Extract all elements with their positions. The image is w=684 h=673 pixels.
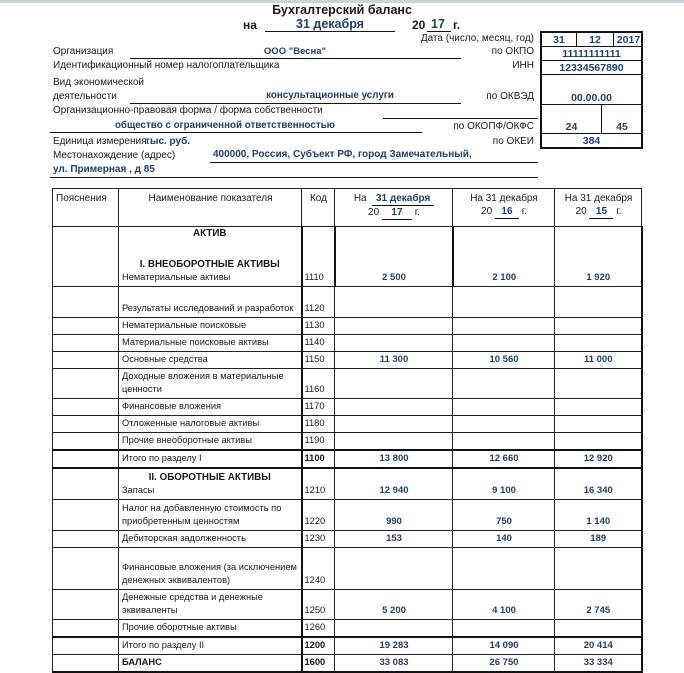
cell-2015[interactable]: 1 140 bbox=[555, 499, 642, 530]
address-label: Местонахождение (адрес) bbox=[53, 150, 176, 161]
cell-2017[interactable]: 12 940 bbox=[335, 468, 453, 499]
address-line-1: 400000, Россия, Субъект РФ, город Замечательный, bbox=[213, 149, 472, 160]
header-2017 bbox=[335, 189, 453, 227]
row-name: Запасы bbox=[122, 484, 155, 495]
row-code: 1140 bbox=[302, 335, 335, 352]
date-year: 2017 bbox=[616, 34, 641, 46]
row-name: Денежные средства и денежные эквиваленты bbox=[119, 589, 302, 619]
row-name: Материальные поисковые активы bbox=[119, 335, 302, 352]
cell-2016[interactable] bbox=[453, 416, 555, 433]
cell-2015[interactable]: 2 745 bbox=[555, 589, 642, 619]
notes-cell bbox=[53, 547, 119, 589]
table-row-total bbox=[53, 450, 642, 468]
cell-2015[interactable]: 12 920 bbox=[555, 450, 642, 468]
activity-label-2: деятельности bbox=[53, 91, 117, 102]
row-name: Результаты исследований и разработок bbox=[119, 287, 302, 318]
table-row-balance bbox=[53, 654, 642, 672]
codes-box bbox=[540, 31, 643, 149]
okopf-value: 24 bbox=[565, 121, 578, 133]
cell-2016[interactable]: 750 bbox=[453, 499, 555, 530]
row-code: 1240 bbox=[302, 547, 335, 589]
row-code: 1150 bbox=[302, 352, 335, 369]
cell-2015[interactable] bbox=[555, 433, 642, 451]
section-1-title: I. ВНЕОБОРОТНЫЕ АКТИВЫ bbox=[139, 259, 280, 270]
cell-2015[interactable] bbox=[555, 369, 642, 399]
date-prefix-label: на bbox=[243, 18, 257, 32]
legal-form-underline-right bbox=[383, 118, 538, 119]
notes-cell bbox=[53, 416, 119, 433]
notes-cell bbox=[53, 369, 119, 399]
cell-2016[interactable] bbox=[453, 433, 555, 451]
okpo-value: 11111111111 bbox=[562, 48, 621, 60]
notes-cell bbox=[53, 654, 119, 672]
cell-2015[interactable] bbox=[555, 287, 642, 318]
header-2017-year-prefix: 20 bbox=[368, 207, 380, 218]
cell-2017[interactable] bbox=[335, 433, 453, 451]
header-2016 bbox=[453, 189, 555, 227]
cell-2016[interactable]: 2 100 bbox=[453, 227, 555, 287]
header-2017-date: 31 декабря bbox=[372, 192, 434, 206]
section-2-title: II. ОБОРОТНЫЕ АКТИВЫ bbox=[148, 471, 271, 483]
cell-2016[interactable] bbox=[453, 287, 555, 318]
header-2017-suffix: г. bbox=[414, 207, 420, 218]
row-code: 1260 bbox=[302, 619, 335, 637]
year-prefix: 20 bbox=[412, 18, 426, 32]
cell-2017[interactable] bbox=[335, 399, 453, 416]
org-underline bbox=[130, 58, 461, 59]
header-2016-label: На 31 декабря bbox=[470, 193, 538, 204]
row-name: Финансовые вложения (за исключением денежных эквивалентов) bbox=[119, 547, 302, 589]
activity-label-1: Вид экономической bbox=[53, 77, 144, 88]
table-row bbox=[53, 619, 642, 637]
table-row bbox=[53, 468, 642, 499]
cell-2016[interactable]: 14 090 bbox=[453, 637, 555, 655]
document-title: Бухгалтерский баланс bbox=[272, 3, 412, 17]
cell-2017[interactable] bbox=[335, 416, 453, 433]
table-row bbox=[53, 287, 642, 318]
cell-2017[interactable] bbox=[335, 318, 453, 335]
row-code: 1130 bbox=[302, 318, 335, 335]
header-name: Наименование показателя bbox=[119, 189, 302, 227]
header-2017-prefix: На bbox=[353, 193, 367, 204]
unit-label: Единица измерения: bbox=[53, 136, 150, 147]
cell-2015[interactable] bbox=[555, 399, 642, 416]
notes-cell bbox=[53, 352, 119, 369]
row-name: Отложенные налоговые активы bbox=[119, 416, 302, 433]
header-2016-year: 16 bbox=[495, 205, 519, 219]
inn-label: ИНН bbox=[512, 60, 534, 71]
date-label: Дата (число, месяц, год) bbox=[420, 33, 534, 44]
row-name: Итого по разделу I bbox=[119, 450, 302, 468]
notes-cell bbox=[53, 287, 119, 318]
header-2015-label: На 31 декабря bbox=[564, 193, 633, 204]
table-row bbox=[53, 335, 642, 352]
name-cell bbox=[119, 227, 302, 287]
okved-value: 00.00.00 bbox=[571, 92, 612, 104]
cell-2015[interactable] bbox=[555, 318, 642, 335]
okopf-label: по ОКОПФ/ОКФС bbox=[453, 121, 534, 132]
cell-2015[interactable] bbox=[555, 335, 642, 352]
row-code: 1120 bbox=[302, 287, 335, 318]
cell-2016[interactable]: 10 560 bbox=[453, 352, 555, 369]
inn-label-full: Идентификационный номер налогоплательщика bbox=[53, 60, 280, 71]
row-name: Финансовые вложения bbox=[119, 399, 302, 416]
row-code: 1200 bbox=[302, 637, 335, 655]
cell-2015[interactable]: 1 920 bbox=[555, 227, 642, 287]
header-2015-suffix: г. bbox=[616, 206, 622, 217]
row-code: 1180 bbox=[302, 416, 335, 433]
header-2015-year: 15 bbox=[589, 205, 613, 219]
notes-cell bbox=[53, 637, 119, 655]
row-code: 1160 bbox=[302, 369, 335, 399]
balance-table bbox=[52, 188, 643, 673]
header-notes: Пояснения bbox=[53, 189, 119, 227]
activity-underline bbox=[130, 103, 461, 104]
row-code: 1230 bbox=[302, 530, 335, 547]
cell-2017[interactable]: 5 200 bbox=[335, 589, 453, 619]
cell-2017[interactable] bbox=[335, 547, 453, 589]
row-name: Нематериальные поисковые bbox=[119, 318, 302, 335]
row-code: 1170 bbox=[302, 399, 335, 416]
activity-value: консультационные услуги bbox=[266, 90, 394, 101]
cell-2015[interactable]: 16 340 bbox=[555, 468, 642, 499]
table-row bbox=[53, 499, 642, 530]
table-row bbox=[53, 352, 642, 369]
cell-2017[interactable]: 990 bbox=[335, 499, 453, 530]
address-underline-1 bbox=[210, 162, 538, 163]
row-code: 1220 bbox=[302, 499, 335, 530]
cell-2016[interactable] bbox=[453, 369, 555, 399]
header-2017-year: 17 bbox=[382, 206, 412, 220]
row-name: Нематериальные активы bbox=[122, 272, 231, 282]
okei-label: по ОКЕИ bbox=[492, 136, 534, 147]
cell-2017[interactable]: 11 300 bbox=[335, 352, 453, 369]
cell-2016[interactable]: 4 100 bbox=[453, 589, 555, 619]
row-code: 1100 bbox=[302, 450, 335, 468]
header-2016-suffix: г. bbox=[521, 206, 527, 217]
cell-2015[interactable]: 33 334 bbox=[555, 654, 642, 672]
org-value: ООО "Весна" bbox=[263, 46, 327, 57]
okved-label: по ОКВЭД bbox=[486, 91, 534, 102]
cell-2016[interactable] bbox=[453, 399, 555, 416]
notes-cell bbox=[53, 530, 119, 547]
notes-cell bbox=[53, 433, 119, 451]
okpo-label: по ОКПО bbox=[491, 46, 534, 57]
section-asset-title: АКТИВ bbox=[193, 228, 227, 239]
row-code: 1250 bbox=[302, 589, 335, 619]
inn-value: 12334567890 bbox=[559, 62, 624, 74]
cell-2016[interactable] bbox=[453, 335, 555, 352]
row-name: Основные средства bbox=[119, 352, 302, 369]
year-underline bbox=[427, 31, 451, 32]
row-name: Прочие внеоборотные активы bbox=[119, 433, 302, 451]
table-row-total bbox=[53, 637, 642, 655]
row-name: Доходные вложения в материальные ценности bbox=[119, 369, 302, 399]
cell-2017[interactable]: 153 bbox=[335, 530, 453, 547]
table-row bbox=[53, 416, 642, 433]
name-cell bbox=[119, 468, 302, 499]
cell-2016[interactable]: 9 100 bbox=[453, 468, 555, 499]
table-row bbox=[53, 433, 642, 451]
cell-2015[interactable] bbox=[555, 619, 642, 637]
cell-2015[interactable]: 20 414 bbox=[555, 637, 642, 655]
legal-form-value: общество с ограниченной ответственностью bbox=[114, 120, 336, 131]
notes-cell bbox=[53, 399, 119, 416]
row-name: БАЛАНС bbox=[119, 654, 302, 672]
cell-2016[interactable] bbox=[453, 619, 555, 637]
cell-2017[interactable] bbox=[335, 287, 453, 318]
table-row bbox=[53, 530, 642, 547]
cell-2017[interactable] bbox=[335, 335, 453, 352]
address-line-2: ул. Примерная , д 85 bbox=[53, 164, 155, 175]
cell-2016[interactable]: 140 bbox=[453, 530, 555, 547]
table-row bbox=[53, 318, 642, 335]
notes-cell bbox=[53, 468, 119, 499]
row-name: Прочие оборотные активы bbox=[119, 619, 302, 637]
header-2015 bbox=[555, 189, 642, 227]
header-2015-year-prefix: 20 bbox=[575, 206, 587, 217]
cell-2017[interactable]: 33 083 bbox=[335, 654, 453, 672]
report-year: 17 bbox=[431, 17, 445, 31]
row-code: 1600 bbox=[302, 654, 335, 672]
legal-form-label: Организационно-правовая форма / форма собственности bbox=[53, 105, 323, 116]
table-row bbox=[53, 227, 642, 287]
cell-2015[interactable]: 11 000 bbox=[555, 352, 642, 369]
notes-cell bbox=[53, 589, 119, 619]
notes-cell bbox=[53, 450, 119, 468]
table-row bbox=[53, 369, 642, 399]
cell-2015[interactable] bbox=[555, 416, 642, 433]
cell-2015[interactable] bbox=[555, 547, 642, 589]
cell-2017[interactable]: 13 800 bbox=[335, 450, 453, 468]
table-row bbox=[53, 589, 642, 619]
cell-2016[interactable]: 26 750 bbox=[453, 654, 555, 672]
cell-2017[interactable]: 19 283 bbox=[335, 637, 453, 655]
row-name: Дебиторская задолженность bbox=[119, 530, 302, 547]
cell-2016[interactable] bbox=[453, 318, 555, 335]
unit-value: тыс. руб. bbox=[145, 136, 191, 147]
notes-cell bbox=[53, 499, 119, 530]
cell-2015[interactable]: 189 bbox=[555, 530, 642, 547]
cell-2017[interactable] bbox=[335, 619, 453, 637]
okfs-value: 45 bbox=[616, 121, 628, 133]
date-month: 12 bbox=[589, 34, 601, 46]
header-code: Код bbox=[302, 189, 335, 227]
row-name: Налог на добавленную стоимость по приобретенным ценностям bbox=[119, 499, 302, 530]
cell-2016[interactable] bbox=[453, 547, 555, 589]
notes-cell bbox=[53, 318, 119, 335]
cell-2017[interactable] bbox=[335, 369, 453, 399]
table-row bbox=[53, 399, 642, 416]
address-underline-2 bbox=[50, 177, 538, 178]
row-code: 1190 bbox=[302, 433, 335, 451]
notes-cell bbox=[53, 335, 119, 352]
org-label: Организация bbox=[53, 46, 114, 57]
header-2016-year-prefix: 20 bbox=[481, 206, 493, 217]
row-code: 1210 bbox=[302, 468, 335, 499]
year-suffix: г. bbox=[453, 18, 461, 32]
cell-2017[interactable]: 2 500 bbox=[335, 227, 453, 287]
date-underline bbox=[265, 31, 395, 32]
legal-form-underline bbox=[50, 132, 422, 133]
cell-2016[interactable]: 12 660 bbox=[453, 450, 555, 468]
notes-cell bbox=[53, 227, 119, 287]
table-header-row bbox=[53, 189, 642, 227]
row-code: 1110 bbox=[302, 227, 335, 287]
okei-value: 384 bbox=[582, 135, 601, 147]
date-day: 31 bbox=[553, 34, 565, 46]
table-row bbox=[53, 547, 642, 589]
report-date: 31 декабря bbox=[296, 17, 364, 31]
notes-cell bbox=[53, 619, 119, 637]
row-name: Итого по разделу II bbox=[119, 637, 302, 655]
